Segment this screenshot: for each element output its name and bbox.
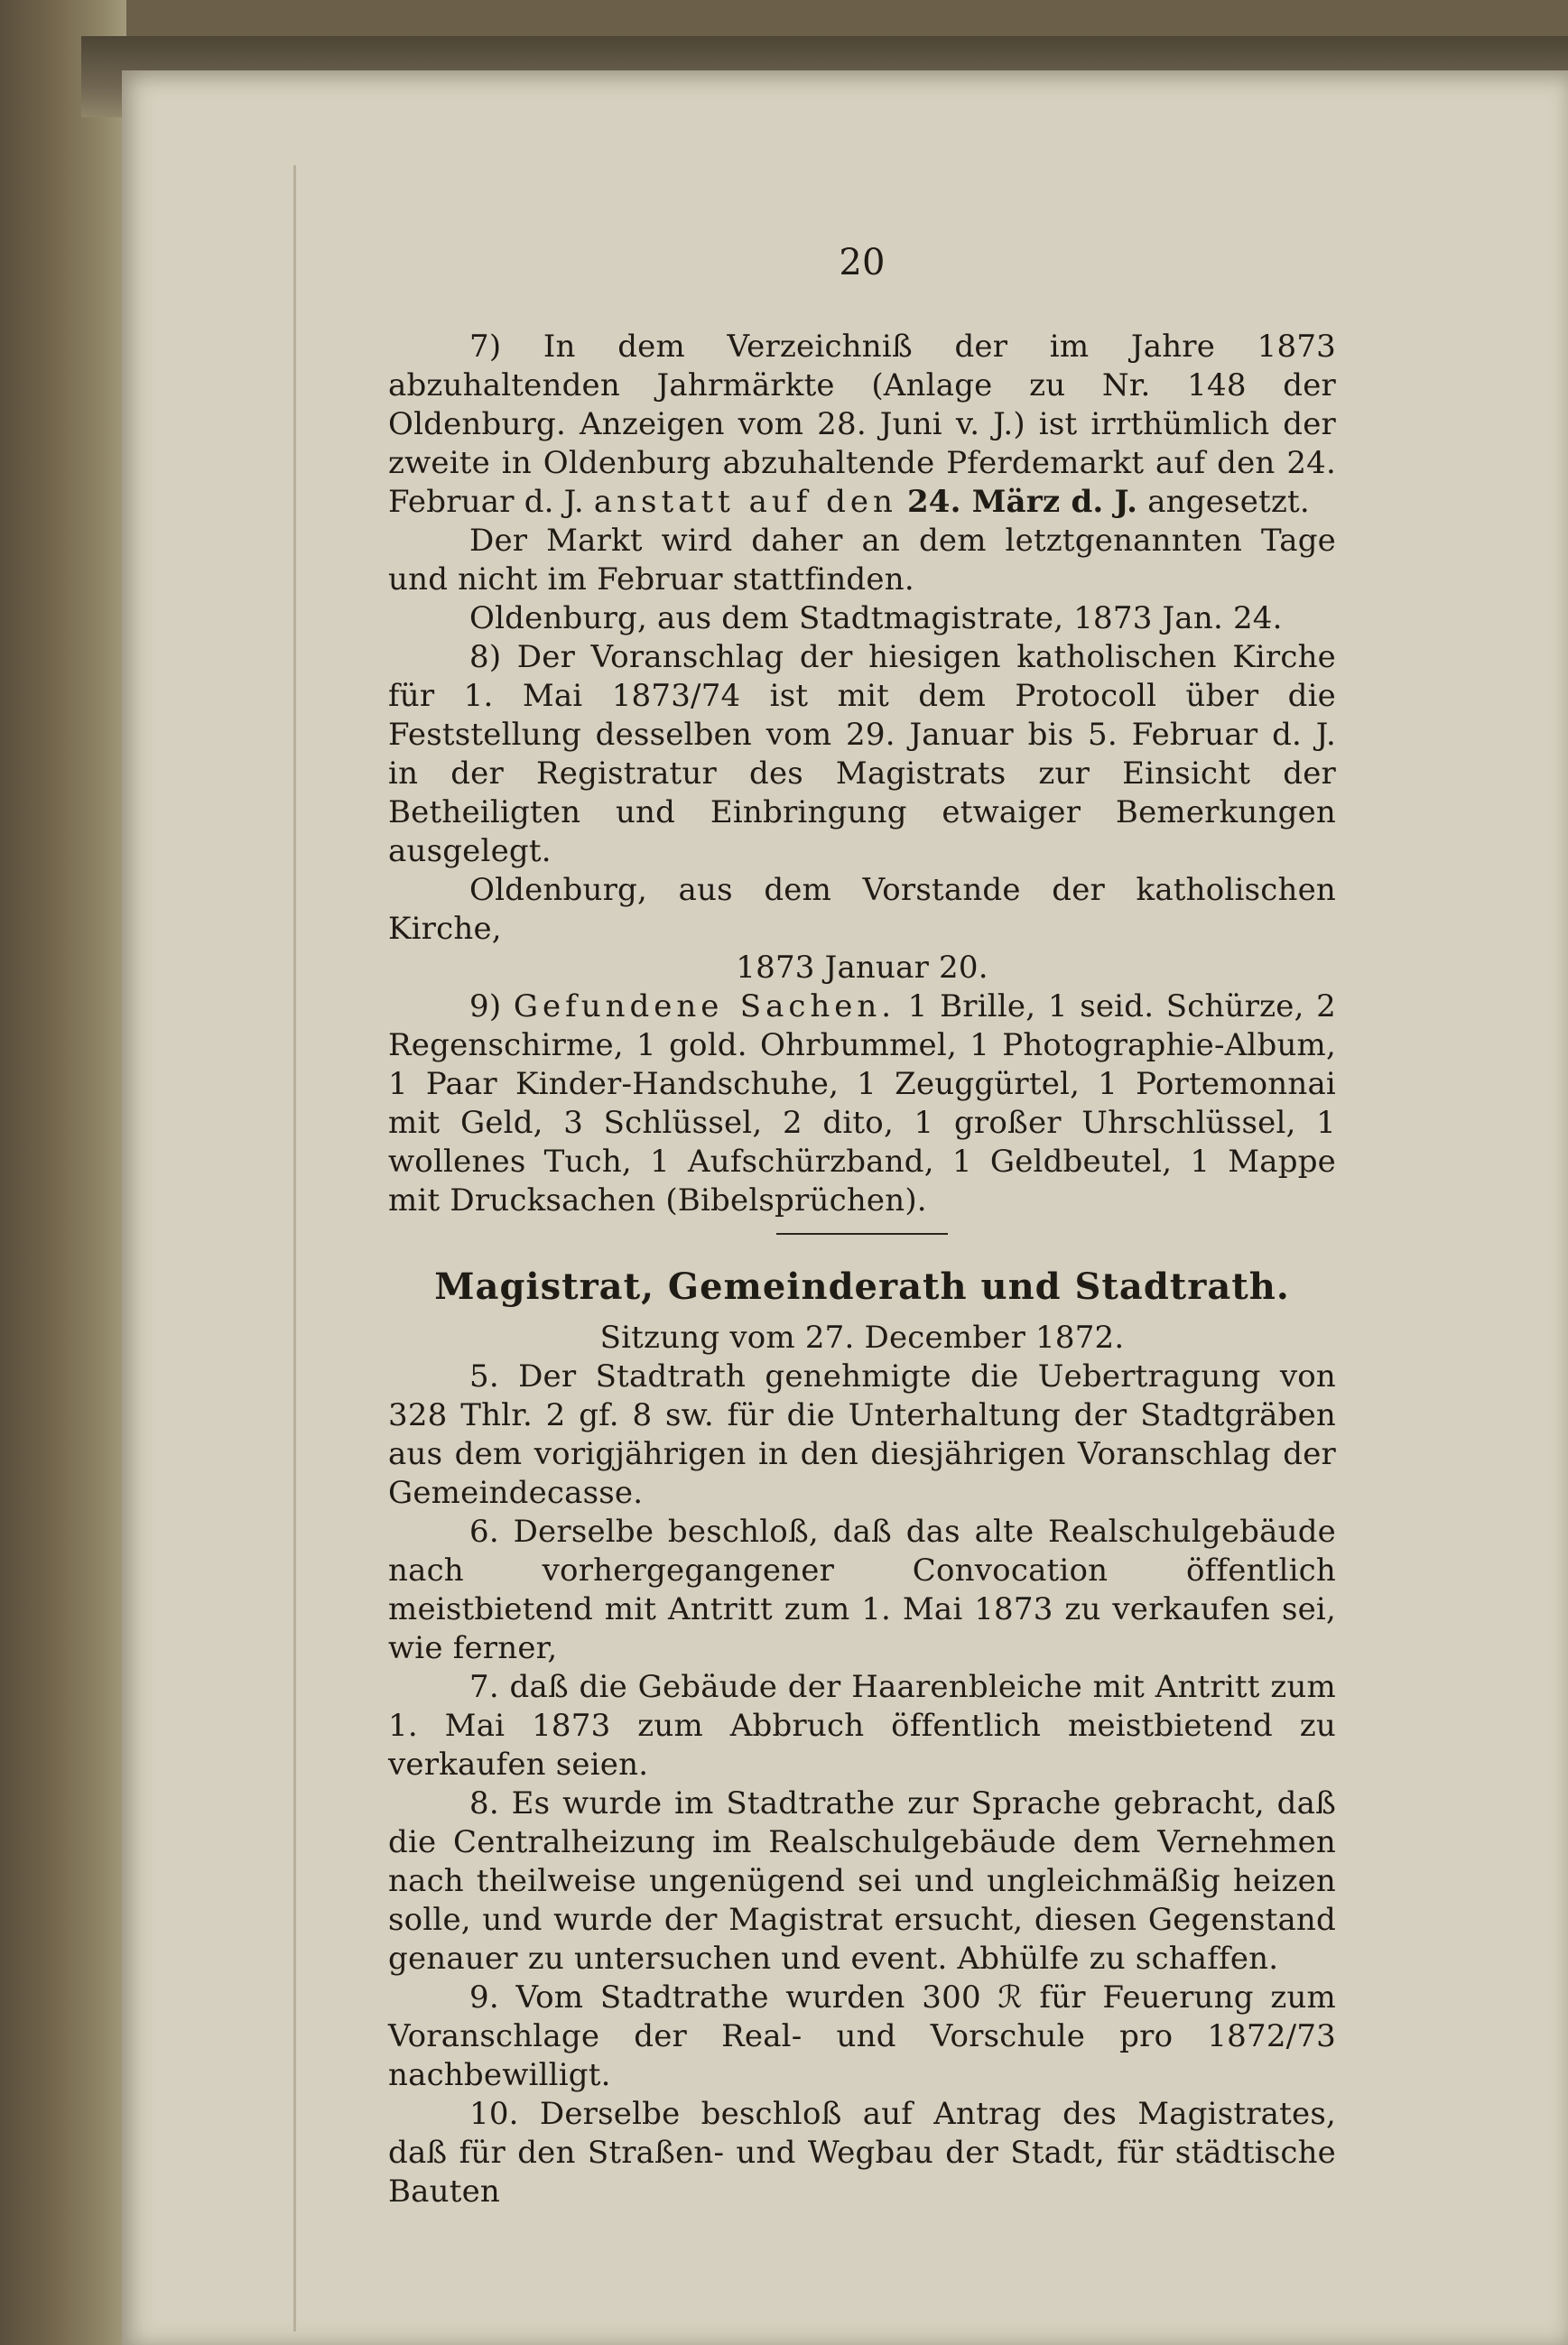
text-segment: 7) In dem Verzeichniß der im Jahre 1873 abzuhaltenden Jahrmärkte (Anlage zu Nr. 148 der Oldenburg. Anzeigen vom 28. Juni v. J.) ist irrthümlich der zweite in Oldenburg abzuhaltende Pferdemarkt auf den 24. Februar d. J. [388, 329, 1336, 520]
council-minutes [388, 1319, 1336, 2211]
minutes-paragraph-s2 [388, 1513, 1336, 1668]
text-segment: 6. Derselbe beschloß, daß das alte Realschulgebäude nach vorhergegangener Convocation öffentlich meistbietend mit Antritt zum 1. Mai 1873 zu verkaufen sei, wie ferner, [388, 1514, 1336, 1666]
text-segment: 5. Der Stadtrath genehmigte die Uebertragung von 328 Thlr. 2 gf. 8 sw. für die Unterhaltung der Stadtgräben aus dem vorigjährigen in den diesjährigen Voranschlag der Gemeindecasse. [388, 1358, 1336, 1511]
text-segment: Oldenburg, aus dem Stadtmagistrate, 1873 Jan. 24. [469, 600, 1283, 636]
page-content [388, 242, 1336, 2210]
text-segment: 7. daß die Gebäude der Haarenbleiche mit Antritt zum 1. Mai 1873 zum Abbruch öffentlich meistbietend zu verkaufen seien. [388, 1669, 1336, 1783]
page-number: 20 [839, 242, 886, 283]
section-separator [776, 1233, 948, 1235]
text-segment: 8. Es wurde im Stadtrathe zur Sprache gebracht, daß die Centralheizung im Realschulgebäude dem Vernehmen nach theilweise ungenügend sei und ungleichmäßig heizen solle, und wurde der Magistrat ersucht, diesen Gegenstand genauer zu untersuchen und event. Abhülfe zu schaffen. [388, 1785, 1336, 1977]
text-segment: 10. Derselbe beschloß auf Antrag des Magistrates, daß für den Straßen- und Wegbau der Stadt, für städtische Bauten [388, 2096, 1336, 2210]
notice-paragraph-p1 [388, 328, 1336, 522]
text-segment: 8) Der Voranschlag der hiesigen katholischen Kirche für 1. Mai 1873/74 ist mit dem Protocoll über die Feststellung desselben vom 29. Januar bis 5. Februar d. J. in der Registratur des Magistrats zur Einsicht der Betheiligten und Einbringung etwaiger Bemerkungen ausgelegt. [388, 639, 1336, 869]
minutes-paragraph-s1 [388, 1358, 1336, 1513]
text-segment: 1873 Januar 20. [736, 950, 988, 986]
text-segment [897, 484, 907, 520]
text-segment: 9. Vom Stadtrathe wurden 300 ℛ für Feuerung zum Voranschlage der Real- und Vorschule pro 1872/73 nachbewilligt. [388, 1979, 1336, 2093]
text-segment: 1 Brille, 1 seid. Schürze, 2 Regenschirme, 1 gold. Ohrbummel, 1 Photographie-Album, 1 Paar Kinder-Handschuhe, 1 Zeuggürtel, 1 Portemonnai mit Geld, 3 Schlüssel, 2 dito, 1 großer Uhrschlüssel, 1 wollenes Tuch, 1 Aufschürzband, 1 Geldbeutel, 1 Mappe mit Drucksachen (Bibelsprüchen). [388, 988, 1336, 1219]
text-segment: Sitzung vom 27. December 1872. [599, 1320, 1125, 1356]
section-heading: Magistrat, Gemeinderath und Stadtrath. [434, 1265, 1290, 1308]
text-segment: 9) [469, 988, 514, 1024]
minutes-paragraph-s4 [388, 1784, 1336, 1979]
book-binding [0, 0, 126, 2345]
minutes-paragraph-s0 [388, 1319, 1336, 1358]
notice-paragraph-p6 [388, 949, 1336, 987]
minutes-paragraph-s5 [388, 1979, 1336, 2095]
text-segment: angesetzt. [1137, 484, 1310, 520]
page-body [388, 328, 1336, 2211]
minutes-paragraph-s6 [388, 2095, 1336, 2211]
minutes-paragraph-s3 [388, 1668, 1336, 1784]
notice-paragraph-p3 [388, 599, 1336, 638]
notice-paragraph-p5 [388, 871, 1336, 949]
text-segment: Oldenburg, aus dem Vorstande der katholischen Kirche, [388, 872, 1336, 947]
text-segment: Der Markt wird daher an dem letztgenannten Tage und nicht im Februar stattfinden. [388, 523, 1336, 598]
text-segment: anstatt auf den [593, 484, 897, 520]
notices [388, 328, 1336, 1220]
text-segment: Gefundene Sachen. [513, 988, 896, 1024]
text-segment: 24. März d. J. [906, 484, 1138, 520]
notice-paragraph-p4 [388, 638, 1336, 871]
page-margin-edge [293, 165, 296, 2331]
notice-paragraph-p7 [388, 987, 1336, 1220]
notice-paragraph-p2 [388, 522, 1336, 599]
